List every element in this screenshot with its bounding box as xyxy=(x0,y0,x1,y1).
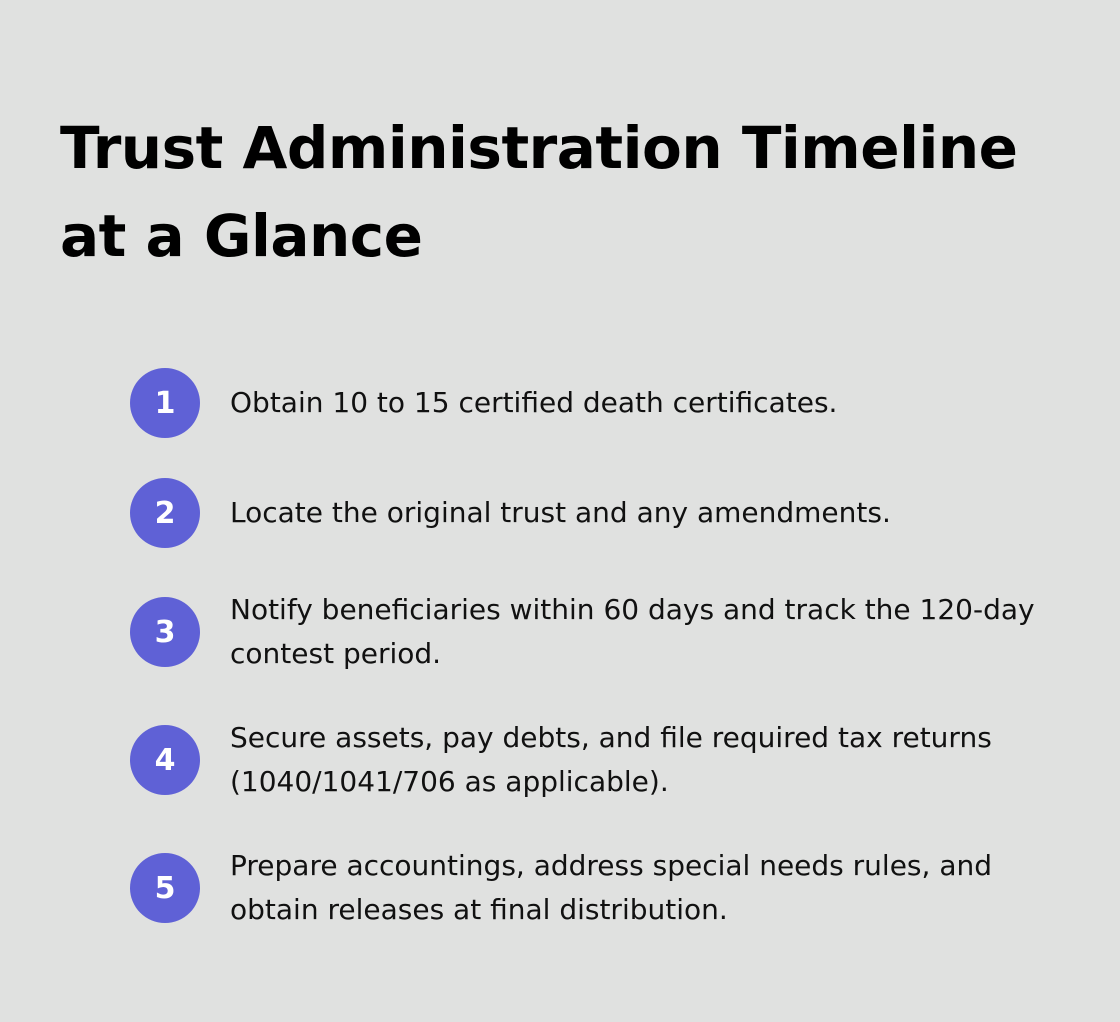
timeline-step-5 xyxy=(130,844,1060,932)
step-text: Secure assets, pay debts, and file required tax returns (1040/1041/706 as applicable). xyxy=(230,721,992,798)
timeline-step-4 xyxy=(130,716,1060,804)
step-text: Obtain 10 to 15 certified death certificates. xyxy=(230,386,838,419)
step-number-badge: 2 xyxy=(130,478,200,548)
step-text: Notify beneficiaries within 60 days and track the 120-day contest period. xyxy=(230,593,1035,670)
step-number-badge: 4 xyxy=(130,725,200,795)
timeline-step-1 xyxy=(130,368,1060,438)
timeline-step-2 xyxy=(130,478,1060,548)
step-number-badge: 5 xyxy=(130,853,200,923)
step-number-badge: 1 xyxy=(130,368,200,438)
step-text: Locate the original trust and any amendments. xyxy=(230,496,891,529)
step-text: Prepare accountings, address special needs rules, and obtain releases at final distribution. xyxy=(230,849,993,926)
step-number-badge: 3 xyxy=(130,597,200,667)
page-title: Trust Administration Timeline at a Glance xyxy=(60,114,1018,270)
timeline-step-3 xyxy=(130,588,1060,676)
